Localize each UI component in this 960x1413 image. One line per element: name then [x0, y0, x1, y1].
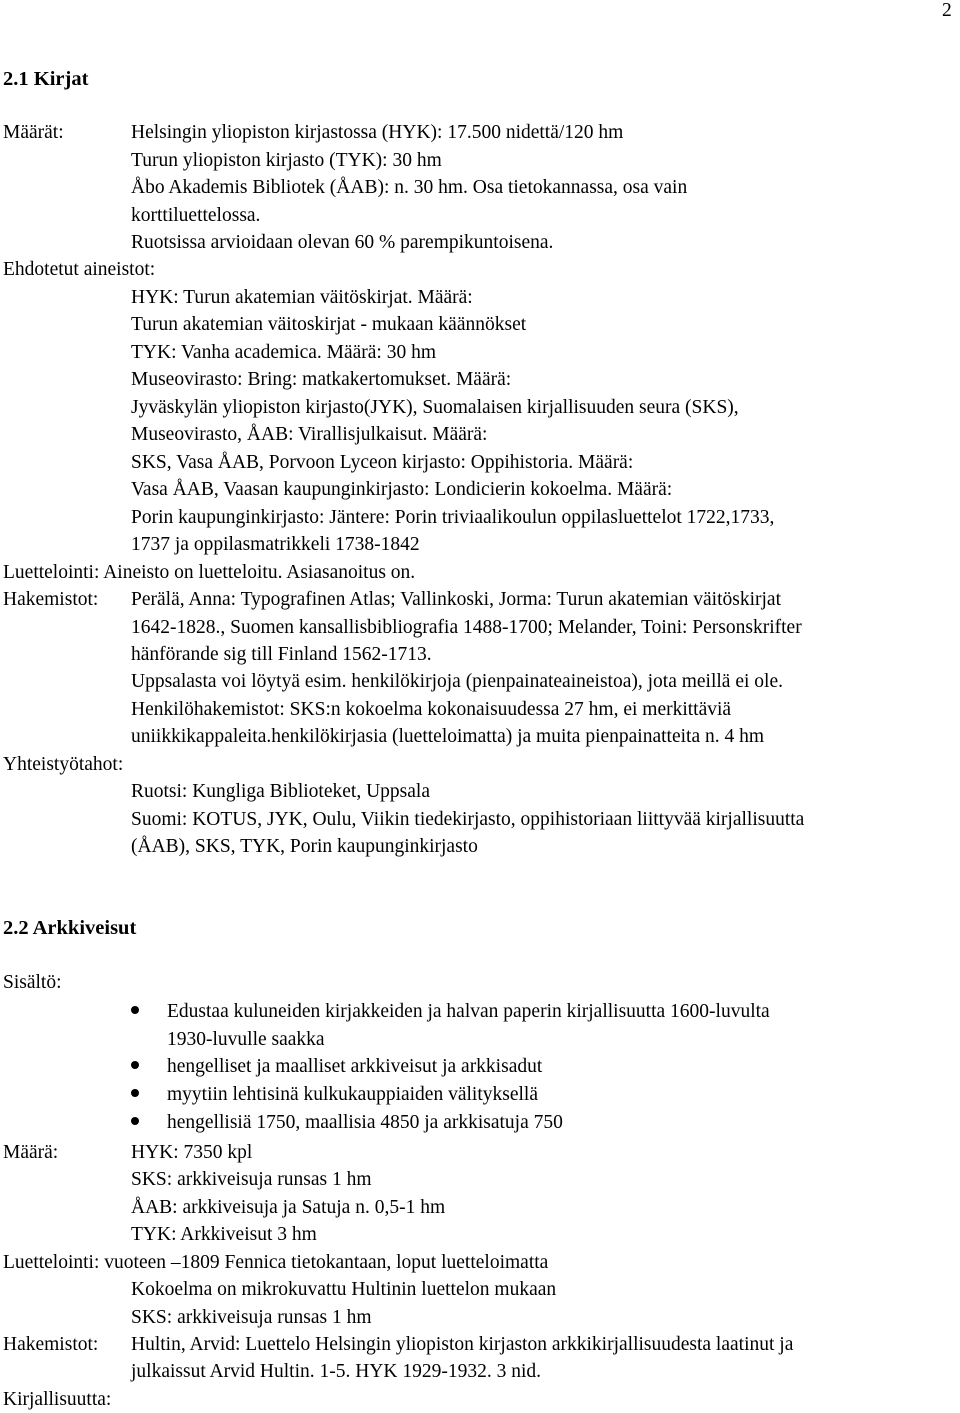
bullet-item: hengellisiä 1750, maallisia 4850 ja arkkisatuja 750 — [167, 1112, 563, 1133]
hakemistot-line: julkaissut Arvid Hultin. 1-5. HYK 1929-1932. 3 nid. — [131, 1361, 542, 1382]
hakemistot-line: uniikkikappaleita.henkilökirjasia (luetteloimatta) ja muita pienpainatteita n. 4 hm — [131, 726, 765, 747]
ehdotetut-line: TYK: Vanha academica. Määrä: 30 hm — [131, 342, 437, 363]
luettelointi-line: Luettelointi: vuoteen –1809 Fennica tietokantaan, loput luetteloimatta — [3, 1252, 549, 1273]
bullet-item: myytiin lehtisinä kulkukauppiaiden välityksellä — [167, 1084, 538, 1105]
section-heading-kirjat: 2.1 Kirjat — [3, 68, 89, 90]
maara-line: SKS: arkkiveisuja runsas 1 hm — [131, 1169, 372, 1190]
ehdotetut-line: HYK: Turun akatemian väitöskirjat. Määrä: — [131, 287, 473, 308]
hakemistot-line: Henkilöhakemistot: SKS:n kokoelma kokonaisuudessa 27 hm, ei merkittäviä — [131, 699, 732, 720]
bullet-icon — [131, 1006, 139, 1014]
luettelointi-line: SKS: arkkiveisuja runsas 1 hm — [131, 1307, 372, 1328]
ehdotetut-line: Jyväskylän yliopiston kirjasto(JYK), Suomalaisen kirjallisuuden seura (SKS), — [131, 397, 739, 418]
luettelointi-line: Luettelointi: Aineisto on luetteloitu. Asiasanoitus on. — [3, 562, 416, 583]
ehdotetut-line: SKS, Vasa ÅAB, Porvoon Lyceon kirjasto: Oppihistoria. Määrä: — [131, 452, 634, 473]
hakemistot-line: Hultin, Arvid: Luettelo Helsingin yliopiston kirjaston arkkikirjallisuudesta laatinut ja — [131, 1334, 794, 1355]
label-maarat: Määrät: — [3, 122, 64, 143]
hakemistot-line: 1642-1828., Suomen kansallisbibliografia 1488-1700; Melander, Toini: Personskrifter — [131, 617, 802, 638]
page-number: 2 — [942, 0, 952, 21]
label-yhteistyotahot: Yhteistyötahot: — [3, 754, 124, 775]
bullet-item-continued: 1930-luvulle saakka — [167, 1029, 325, 1050]
ehdotetut-line: Porin kaupunginkirjasto: Jäntere: Porin triviaalikoulun oppilasluettelot 1722,1733, — [131, 507, 775, 528]
maarat-line: korttiluettelossa. — [131, 205, 261, 226]
bullet-icon — [131, 1089, 139, 1097]
bullet-item: hengelliset ja maalliset arkkiveisut ja arkkisadut — [167, 1056, 543, 1077]
maara-line: ÅAB: arkkiveisuja ja Satuja n. 0,5-1 hm — [131, 1197, 446, 1218]
ehdotetut-line: Vasa ÅAB, Vaasan kaupunginkirjasto: Londicierin kokoelma. Määrä: — [131, 479, 673, 500]
maara-line: HYK: 7350 kpl — [131, 1142, 253, 1163]
hakemistot-line: Perälä, Anna: Typografinen Atlas; Vallinkoski, Jorma: Turun akatemian väitöskirjat — [131, 589, 781, 610]
ehdotetut-line: Museovirasto: Bring: matkakertomukset. Määrä: — [131, 369, 512, 390]
maarat-line: Helsingin yliopiston kirjastossa (HYK): 17.500 nidettä/120 hm — [131, 122, 624, 143]
label-sisalto: Sisältö: — [3, 972, 62, 993]
ehdotetut-line: Turun akatemian väitoskirjat - mukaan käännökset — [131, 314, 527, 335]
hakemistot-line: hänförande sig till Finland 1562-1713. — [131, 644, 432, 665]
yhteistyo-line: Suomi: KOTUS, JYK, Oulu, Viikin tiedekirjasto, oppihistoriaan liittyvää kirjallisuutta — [131, 809, 805, 830]
label-hakemistot: Hakemistot: — [3, 589, 99, 610]
yhteistyo-line: Ruotsi: Kungliga Biblioteket, Uppsala — [131, 781, 430, 802]
ehdotetut-line: Museovirasto, ÅAB: Virallisjulkaisut. Määrä: — [131, 424, 488, 445]
bullet-item: Edustaa kuluneiden kirjakkeiden ja halvan paperin kirjallisuutta 1600-luvulta — [167, 1001, 770, 1022]
maara-line: TYK: Arkkiveisut 3 hm — [131, 1224, 317, 1245]
hakemistot-line: Uppsalasta voi löytyä esim. henkilökirjoja (pienpainateaineistoa), jota meillä ei ole. — [131, 671, 783, 692]
label-ehdotetut-aineistot: Ehdotetut aineistot: — [3, 259, 156, 280]
bullet-icon — [131, 1117, 139, 1125]
maarat-line: Ruotsissa arvioidaan olevan 60 % parempikuntoisena. — [131, 232, 554, 253]
section-heading-arkkiveisut: 2.2 Arkkiveisut — [3, 917, 137, 939]
maarat-line: Åbo Akademis Bibliotek (ÅAB): n. 30 hm. Osa tietokannassa, osa vain — [131, 177, 688, 198]
bullet-icon — [131, 1061, 139, 1069]
maarat-line: Turun yliopiston kirjasto (TYK): 30 hm — [131, 150, 442, 171]
ehdotetut-line: 1737 ja oppilasmatrikkeli 1738-1842 — [131, 534, 420, 555]
label-hakemistot: Hakemistot: — [3, 1334, 99, 1355]
yhteistyo-line: (ÅAB), SKS, TYK, Porin kaupunginkirjasto — [131, 836, 478, 857]
luettelointi-line: Kokoelma on mikrokuvattu Hultinin luettelon mukaan — [131, 1279, 557, 1300]
label-kirjallisuutta: Kirjallisuutta: — [3, 1389, 112, 1410]
label-maara: Määrä: — [3, 1142, 59, 1163]
